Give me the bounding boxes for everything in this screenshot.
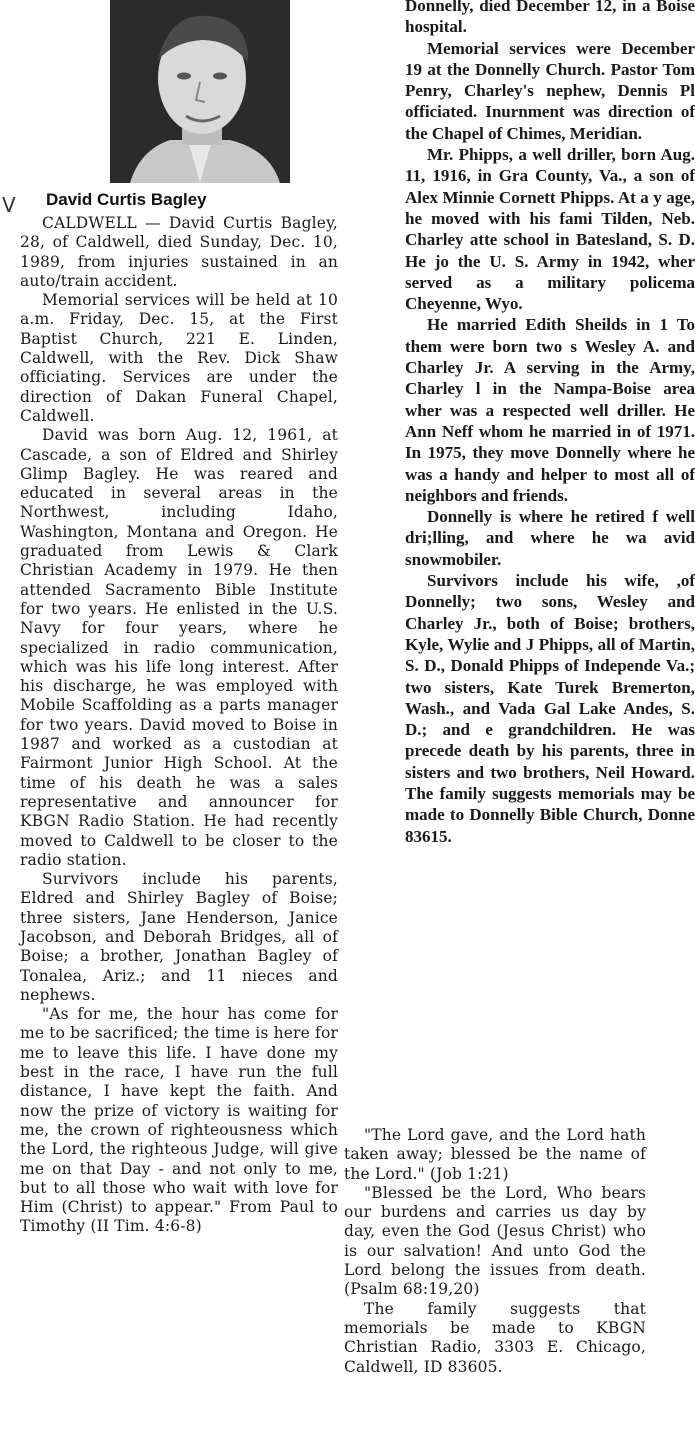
memorial-note: The family suggests that memorials be made to KBGN Christian Radio, 3303 E. Chicago, Caldwell, ID 83605.: [344, 1299, 646, 1376]
obituary-headline: David Curtis Bagley: [46, 190, 207, 209]
right-obituary-body: [405, 0, 695, 847]
obituary-paragraph: He married Edith Sheilds in 1 To them were born two s Wesley A. and Charley Jr. A serving in the Army, Charley l in the Nampa-Boise area wher was a respected well driller. He Ann Neff whom he married in of 1971. In 1975, they move Donnelly where he was a handy and helper to most all of neighbors and friends.: [405, 315, 695, 505]
obituary-paragraph: Donnelly is where he retired f well dri;lling, and where he wa avid snowmobiler.: [405, 507, 695, 569]
left-obituary-body: [20, 214, 338, 1237]
obituary-paragraph: Mr. Phipps, a well driller, born Aug. 11, 1916, in Gra County, Va., a son of Alex Minnie Cornett Phipps. At a y age, he moved with his fami Tilden, Neb. Charley atte school in Batesland, S. D. He jo the U. S. Army in 1942, wher served as a military policema Cheyenne, Wyo.: [405, 145, 695, 314]
margin-check-mark: V: [2, 193, 16, 217]
obituary-paragraph: Survivors include his wife, ,of Donnelly; two sons, Wesley and Charley Jr., both of Boise; brothers, Kyle, Wylie and J Phipps, all of Martin, S. D., Donald Phipps of Independe Va.; two sisters, Kate Turek Bremerton, Wash., and Vada Gal Lake Andes, S. D.; and e grandchildren. He was precede death by his parents, three in sisters and two brothers, Neil Howard. The family suggests memorials may be made to Donnelly Bible Church, Donne 83615.: [405, 571, 695, 846]
obituary-paragraph: CALDWELL — David Curtis Bagley, 28, of Caldwell, died Sunday, Dec. 10, 1989, from injuries sustained in an auto/train accident.: [20, 214, 338, 290]
obituary-paragraph: David was born Aug. 12, 1961, at Cascade, a son of Eldred and Shirley Glimp Bagley. He was reared and educated in several areas in the Northwest, including Idaho, Washington, Montana and Oregon. He graduated from Lewis & Clark Christian Academy in 1979. He then attended Sacramento Bible Institute for two years. He enlisted in the U.S. Navy for four years, where he specialized in radio communication, which was his life long interest. After his discharge, he was employed with Mobile Scaffolding as a parts manager for two years. David moved to Boise in 1987 and worked as a custodian at Fairmont Junior High School. At the time of his death he was a sales representative and announcer for KBGN Radio Station. He had recently moved to Caldwell to be closer to the radio station.: [20, 426, 338, 869]
obituary-paragraph: Survivors include his parents, Eldred and Shirley Bagley of Boise; three sisters, Jane Henderson, Janice Jacobson, and Deborah Bridges, all of Boise; a brother, Jonathan Bagley of Tonalea, Ariz.; and 11 nieces and nephews.: [20, 870, 338, 1004]
obituary-paragraph: Memorial services will be held at 10 a.m. Friday, Dec. 15, at the First Baptist Church, 221 E. Linden, Caldwell, with the Rev. Dick Shaw officiating. Services are under the direction of Dakan Funeral Chapel, Caldwell.: [20, 291, 338, 425]
obituary-paragraph: Donnelly, died December 12, in a Boise hospital.: [405, 0, 695, 37]
portrait-icon: [110, 0, 290, 183]
scripture-quote: "The Lord gave, and the Lord hath taken away; blessed be the name of the Lord." (Job 1:21): [344, 1126, 646, 1183]
scripture-quote: "As for me, the hour has come for me to be sacrificed; the time is here for me to leave this life. I have done my best in the race, I have run the full distance, I have kept the faith. And now the prize of victory is waiting for me, the crown of righteousness which the Lord, the righteous Judge, will give me on that Day - and not only to me, but to all those who wait with love for Him (Christ) to appear." From Paul to Timothy (II Tim. 4:6-8): [20, 1005, 338, 1236]
right-scripture-block: [344, 1126, 646, 1377]
scripture-quote: "Blessed be the Lord, Who bears our burdens and carries us day by day, even the God (Jesus Christ) who is our salvation! And unto God the Lord belong the issues from death. (Psalm 68:19,20): [344, 1183, 646, 1299]
obituary-paragraph: Memorial services were December 19 at the Donnelly Church. Pastor Tom Penry, Charley's nephew, Dennis Pl officiated. Inurnment was direction of the Chapel of Chimes, Meridian.: [405, 38, 695, 143]
portrait-photo: [110, 0, 290, 183]
